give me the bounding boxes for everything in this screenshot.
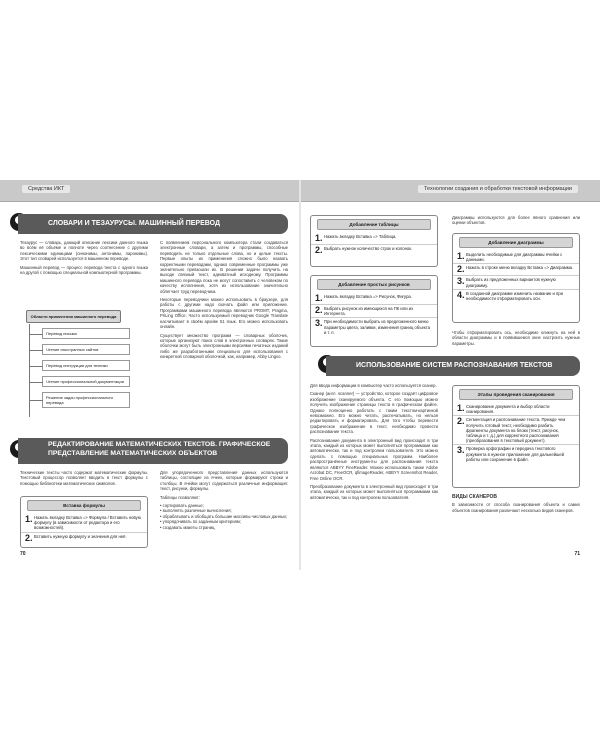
step: 1. Выделить необходимые для диаграммы ячейки с данными. [453,251,579,264]
flow-item: Перевод инструкции для техники [42,360,130,371]
flow-item: Чтение иностранных сайтов [42,344,130,355]
para-mt: Машинный перевод — процесс перевода текста с одного языка на другой с помощью специальной компьютерной программы. [20,264,148,276]
flow-connector [29,324,30,417]
flow-item: Чтение профессиональной документации [42,376,130,387]
para-tables-allow: Таблицы позволяют: [160,494,200,500]
box-title: Добавление таблицы [317,219,431,230]
section-title-math: РЕДАКТИРОВАНИЕ МАТЕМАТИЧЕСКИХ ТЕКСТОВ. ГРАФИЧЕСКОЕ ПРЕДСТАВЛЕНИЕ МАТЕМАТИЧЕСКИХ ОБЪЕКТОВ [18,438,288,464]
para-conversion: Преобразование документа в электронный вид происходит в три этапа, каждый из которых может выполняться программами как автоматически, так и под контролем пользователя. [310,483,438,500]
step: 2. Выбрать нужное количество строк и колонок. [315,245,413,255]
flow-item: Перевод письма [42,328,130,339]
step: 2. Выбрать рисунок из имеющихся на ПК или из Интернета. [311,305,437,318]
flow-item: Решение задач профессионального перевода [42,392,130,408]
para-recognition: Распознавание документа в электронный вид происходит в три этапа, каждый из которых может выполняться программами как автоматически, так и под контролем пользователя. Это можно сделать с помощью специальных программ. Наиболее распространённые инструменты для распознавания текста являются ABBYY FineReader. Можно использовать также Adobe Acrobat DC, FreeOCR, qfimageReader, ABBYY Screenshot Reader, Free Online OCR. [310,437,438,481]
right-diag-intro [452,215,580,229]
step: 2. Вставить нужную формулу и значения для неё. [25,532,127,543]
para-scanner: Сканер (англ. scanner) — устройство, которое создаёт цифровое изображение сканируемого объекта. С его помощью можно получить изображение страницы текста в графическом файле. Однако полноценно работать с таким текстом-картинкой невозможно. Его можно читать, распечатывать, но нельзя редактировать и форматировать. Для того чтобы перевести графическое изображение в текст, необходимо провести распознавание текста. [310,391,438,435]
list-item: • сортировать данные; [160,503,288,508]
left-col2-tables [160,470,288,530]
right-scanner-types [452,495,580,516]
list-item: • выполнять различные вычисления; [160,508,288,513]
para-math: Технические тексты часто содержат математические формулы. Текстовый процессор позволяет вводить в текст формулы с помощью библиотеки математических символов. [20,470,148,486]
step: 4. В созданной диаграмме изменить название и при необходимости отформатировать оси. [457,289,563,302]
flow-mt-areas [20,310,130,408]
para-axis: Чтобы отформатировать ось, необходимо кликнуть на ней в области диаграммы и в появившемся окне настроить нужные параметры. [452,330,580,346]
step: 3. При необходимости выбрать из предложенного меню параметры цвета, заливки, изменения границ объекта и т. п. [315,318,430,335]
box-title: Этапы проведения сканирования [459,389,573,400]
para-shells: Существует множество программ — словарных оболочек, которые организуют поиск слов в электронных словарях. Такие оболочки могут быть электронными версиями печатных изданий либо же разработанными специально для использования с конкретной словарной оболочкой, как, например, Abby Lingvo. [160,332,288,360]
header-right: Технологии создания и обработки текстовой информации [418,185,578,193]
step: 1. Нажать вкладку Вставка => Таблица. [311,233,437,245]
page-number-left: 70 [20,551,26,557]
para-tables: Для упорядоченного представления данных используются таблицы, состоящие из ячеек, которые формируют строки и столбцы. В ячейки могут содержаться различные информация: текст, рисунки, формулы. [160,470,288,492]
step: 1. Нажать вкладку Вставка => Рисунок, Фигура. [311,293,437,305]
subheading-scanners: ВИДЫ СКАНЕРОВ [452,494,498,500]
box-add-pictures [310,275,438,347]
box-title: Вставка формулы [27,500,141,511]
para-history: С появлением персонального компьютера стали создаваться электронные словари, а затем и программы, способные переводить не только отдельные слова, но и целые тексты. Первые опыты их применения сложно было назвать корректными переводами, однако современные программы уже значительно превзошли их. В решении задачи получить на выходе связный текст, адекватный исходному. Программы машинного перевода пока не могут сопоставить с человеком по качеству исполнения, хотя их использование значительно облегчает труд переводчика. [160,240,288,294]
box-scan-stages [452,385,580,488]
step: 3. Выбрать из предложенных вариантов нужную диаграмму. [453,276,579,289]
box-title: Добавление простых рисунков [317,279,431,290]
step: 2. Сегментация и распознавание текста. Прежде чем получить готовый текст, необходимо разбить фрагменты документа на блоки (текст, рисунок, таблица и т. д.) для корректного распознавания (преобразования в текстовый документ). [453,416,579,445]
step: 2. Нажать в строке меню вкладку Вставка => Диаграмма. [453,264,579,276]
para-scanner-intro: Для ввода информации в компьютер часто используется сканер. [310,383,437,388]
right-axis-note [452,330,580,349]
para-thesaurus: Тезаурус — словарь, дающий описание лексики данного языка во всём её объёме и полноте через соотнесение с другими лексическими единицами (синонимы, антонимы, паронимы). Этот тип словарей используется в машинном переводе. [20,240,148,262]
tables-list [160,503,288,530]
para-scanner-types: В зависимости от способа сканирования объекта и самих объектов сканирования различают несколько видов сканеров. [452,502,580,513]
step: 1. Сканирование документа и выбор области сканирования. [453,403,579,416]
list-item: • упорядочивать по заданным критериям; [160,519,288,524]
step: 3. Проверка орфографии и передача текстового документа в нужное приложение для дальнейшей работы или сохранение в файл. [457,445,565,462]
box-add-table [310,215,438,267]
section-title-dictionaries: СЛОВАРИ И ТЕЗАУРУСЫ. МАШИННЫЙ ПЕРЕВОД [18,214,288,234]
header-left: Средства ИКТ [22,185,70,193]
box-title: Добавление диаграммы [459,237,573,248]
list-item: • обрабатывать и обобщать большие массивы числовых данных; [160,514,288,519]
box-add-diagram [452,233,580,323]
left-col2-text [160,240,288,363]
box-insert-formula [20,496,148,548]
list-item: • создавать макеты страниц. [160,525,288,530]
flow-title: Области применения машинного перевода [26,310,121,323]
left-col1-math [20,470,148,489]
gutter [299,180,301,570]
para-translators: Некоторые переводчики можно использовать в браузере, для работы с другими надо скачать файл или приложение. Программами машинного перевода являются PROMT, Pragma, PriLing Office. Часто используемый переводчик Google Translate насчитывает в своём архиве 51 язык. Его можно использовать онлайн. [160,297,288,330]
page-number-right: 71 [574,551,580,557]
para-diagrams: Диаграммы используются для более явного сравнения или оценки объектов. [452,215,580,226]
right-col1-ocr [310,383,438,503]
section-title-ocr: ИСПОЛЬЗОВАНИЕ СИСТЕМ РАСПОЗНАВАНИЯ ТЕКСТОВ [326,356,580,376]
step: 1. Нажать вкладку Вставка => Формула / Вставить новую формулу (в зависимости от редактора и его возможностей). [21,514,147,533]
left-col1-text [20,240,148,278]
